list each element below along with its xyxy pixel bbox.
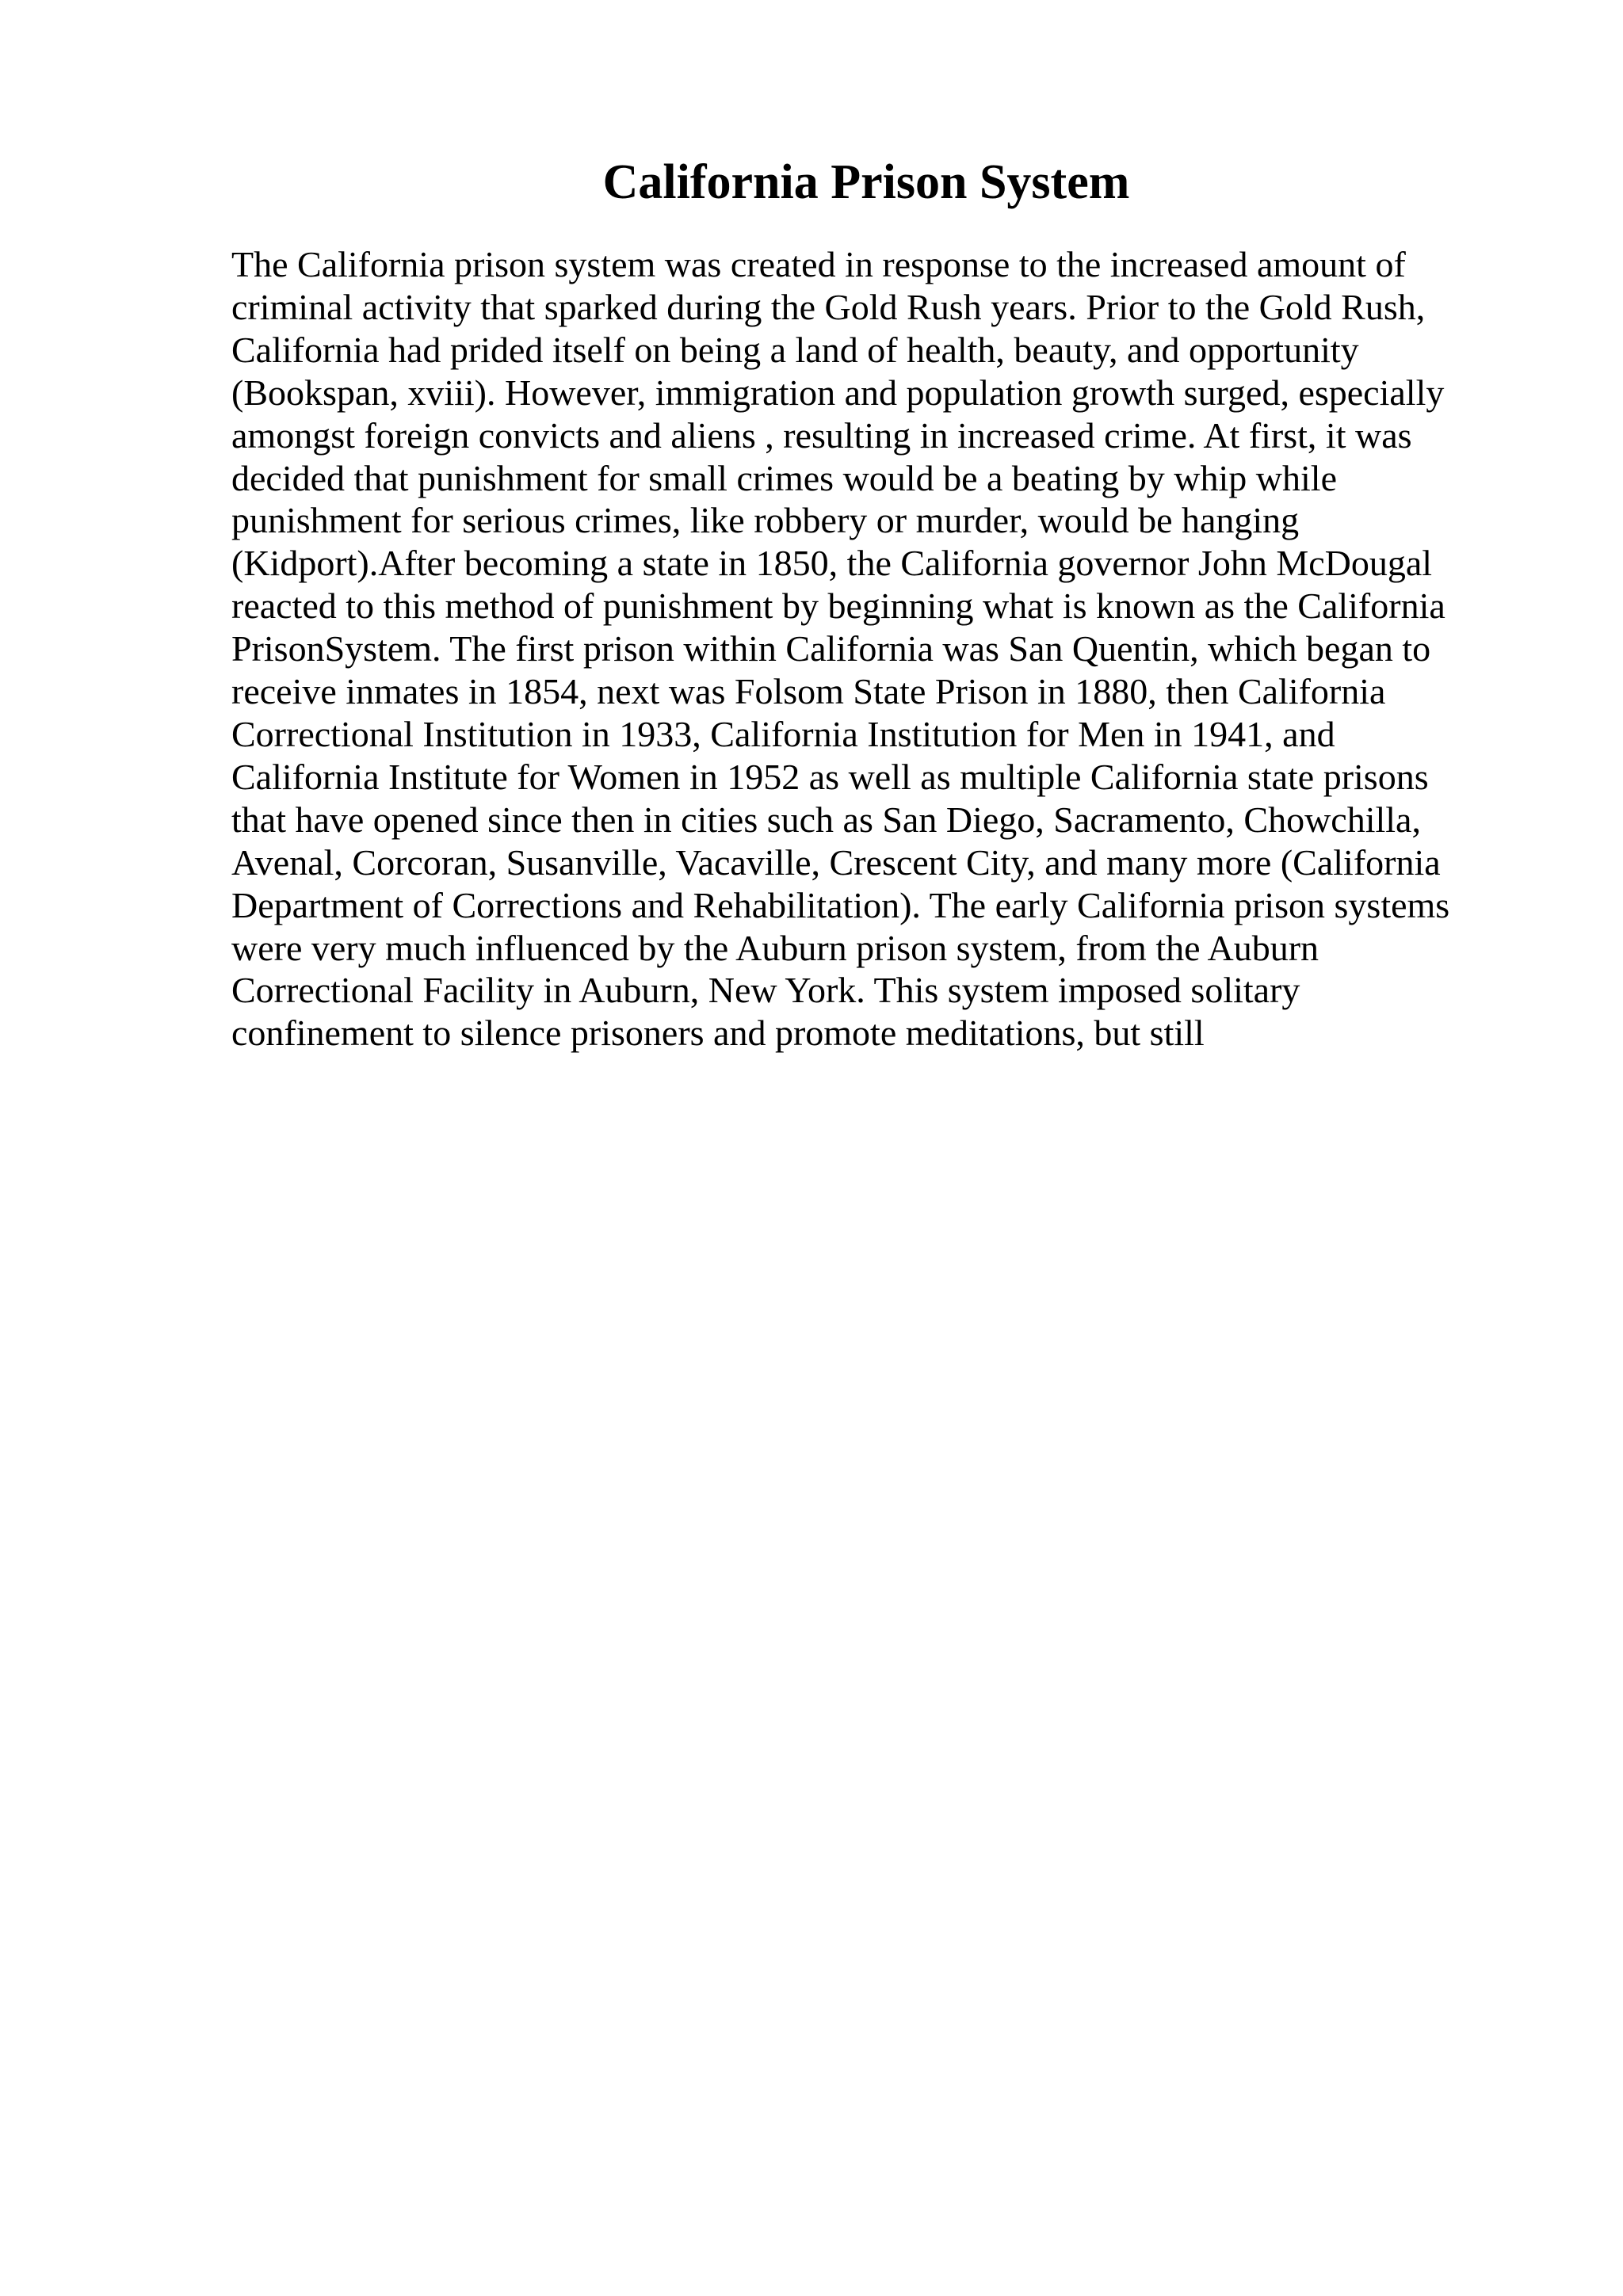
- body-line: (Bookspan, xviii). However, immigration and population growth surged, especially: [231, 372, 1445, 413]
- body-line: reacted to this method of punishment by beginning what is known as the California: [231, 585, 1445, 627]
- body-line: punishment for serious crimes, like robbery or murder, would be hanging: [231, 500, 1300, 541]
- body-line: amongst foreign convicts and aliens , resulting in increased crime. At first, it was: [231, 414, 1412, 456]
- body-line: decided that punishment for small crimes would be a beating by whip while: [231, 457, 1338, 498]
- document-title: California Prison System: [602, 155, 1130, 209]
- body-line: California Institute for Women in 1952 as well as multiple California state prisons: [231, 756, 1429, 797]
- body-line: Correctional Institution in 1933, California Institution for Men in 1941, and: [231, 713, 1335, 754]
- body-line: PrisonSystem. The first prison within California was San Quentin, which began to: [231, 628, 1431, 669]
- body-line: were very much influenced by the Auburn prison system, from the Auburn: [231, 927, 1319, 968]
- body-line: criminal activity that sparked during the Gold Rush years. Prior to the Gold Rush,: [231, 286, 1426, 327]
- body-line: Correctional Facility in Auburn, New York. This system imposed solitary: [231, 970, 1300, 1011]
- document-body: [231, 243, 1499, 1055]
- body-line: Department of Corrections and Rehabilitation). The early California prison systems: [231, 884, 1450, 925]
- body-line: (Kidport).After becoming a state in 1850, the California governor John McDougal: [231, 543, 1433, 584]
- body-line: The California prison system was created in response to the increased amount of: [231, 244, 1406, 284]
- body-line: that have opened since then in cities such as San Diego, Sacramento, Chowchilla,: [231, 799, 1421, 840]
- body-line: confinement to silence prisoners and promote meditations, but still: [231, 1013, 1205, 1054]
- body-line: receive inmates in 1854, next was Folsom State Prison in 1880, then California: [231, 671, 1386, 712]
- body-line: Avenal, Corcoran, Susanville, Vacaville, Crescent City, and many more (California: [231, 841, 1441, 883]
- body-line: California had prided itself on being a land of health, beauty, and opportunity: [231, 329, 1359, 370]
